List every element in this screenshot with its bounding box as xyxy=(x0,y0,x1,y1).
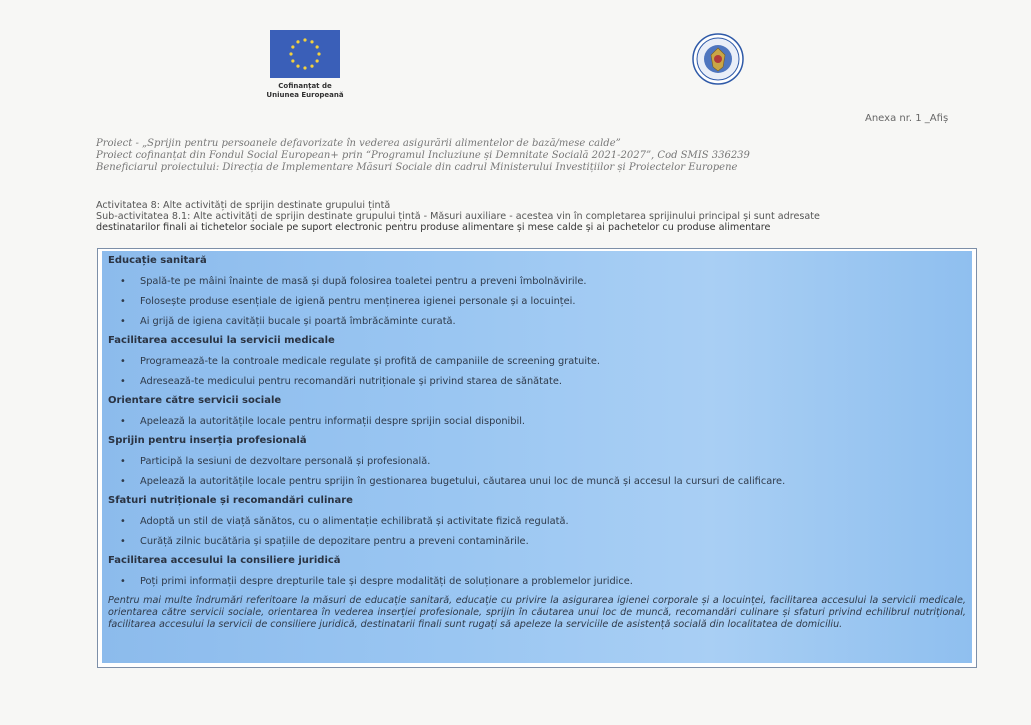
list-item-text: Adoptă un stil de viață sănătos, cu o alimentație echilibrată și activitate fizică regulată. xyxy=(140,516,569,527)
bullet-icon: • xyxy=(120,376,126,387)
list-item xyxy=(108,413,966,433)
list-item-text: Curăță zilnic bucătăria și spațiile de depozitare pentru a preveni contaminările. xyxy=(140,536,529,547)
list-item xyxy=(108,273,966,293)
section-title: Facilitarea accesului la servicii medicale xyxy=(108,335,335,346)
closing-paragraph: Pentru mai multe îndrumări referitoare la măsuri de educație sanitară, educație cu privire la asigurarea igienei corporale și a locuinței, facilitarea accesului la servicii medicale, orientarea către servicii sociale, orientarea în vederea inserției profesionale, sprijin în căutarea unui loc de muncă, recomandări culinare și sfaturi privind echilibrul nutrițional, facilitarea accesului la servicii de consiliere juridică, destinatarii finali sunt rugați să apeleze la serviciile de asistență socială din localitatea de domiciliu. xyxy=(108,595,966,630)
eu-star-icon xyxy=(317,52,320,55)
bullet-icon: • xyxy=(120,356,126,367)
bullet-icon: • xyxy=(120,296,126,307)
bullet-icon: • xyxy=(120,516,126,527)
list-item-text: Folosește produse esențiale de igienă pentru menținerea igienei personale și a locuinței. xyxy=(140,296,576,307)
sub-activity-title: Sub-activitatea 8.1: Alte activități de sprijin destinate grupului țintă - Măsuri auxiliare - acestea vin în completarea sprijinului principal și sunt adresate xyxy=(96,211,820,222)
measures-box xyxy=(97,248,977,668)
bullet-icon: • xyxy=(120,536,126,547)
section-title: Educație sanitară xyxy=(108,255,207,266)
list-item-text: Apelează la autoritățile locale pentru sprijin în gestionarea bugetului, căutarea unui loc de muncă și accesul la cursuri de calificare. xyxy=(140,476,786,487)
list-item xyxy=(108,473,966,493)
activity-title: Activitatea 8: Alte activități de sprijin destinate grupului țintă xyxy=(96,200,391,211)
list-item-text: Spală-te pe mâini înainte de masă și după folosirea toaletei pentru a preveni îmbolnăvirile. xyxy=(140,276,587,287)
list-item xyxy=(108,573,966,593)
bullet-icon: • xyxy=(120,476,126,487)
eu-star-icon xyxy=(310,65,313,68)
section-title: Facilitarea accesului la consiliere juridică xyxy=(108,555,341,566)
list-item xyxy=(108,313,966,333)
project-beneficiary: Beneficiarul proiectului: Direcția de Implementare Măsuri Sociale din cadrul Ministerului Investițiilor și Proiectelor Europene xyxy=(96,162,738,173)
project-title: Proiect - „Sprijin pentru persoanele defavorizate în vederea asigurării alimentelor de bază/mese calde” xyxy=(96,138,621,149)
measures-box-content xyxy=(102,251,972,663)
eu-star-icon xyxy=(303,38,306,41)
bullet-icon: • xyxy=(120,416,126,427)
list-item-text: Ai grijă de igiena cavității bucale și poartă îmbrăcăminte curată. xyxy=(140,316,456,327)
list-item xyxy=(108,373,966,393)
section-title: Sprijin pentru inserția profesională xyxy=(108,435,307,446)
eu-star-icon xyxy=(296,40,299,43)
eu-star-icon xyxy=(310,40,313,43)
list-item xyxy=(108,453,966,473)
bullet-icon: • xyxy=(120,456,126,467)
eu-caption-line: Cofinanțat de xyxy=(278,82,332,90)
eu-star-icon xyxy=(289,52,292,55)
annex-label: Anexa nr. 1 _Afiș xyxy=(865,113,949,124)
list-item-text: Poți primi informații despre drepturile tale și despre modalități de soluționare a problemelor juridice. xyxy=(140,576,633,587)
section-title: Orientare către servicii sociale xyxy=(108,395,282,406)
activity-info xyxy=(96,200,966,233)
project-cofinancing: Proiect cofinanțat din Fondul Social European+ prin “Programul Incluziune și Demnitate Socială 2021-2027”, Cod SMIS 336239 xyxy=(96,150,750,161)
list-item-text: Programează-te la controale medicale regulate și profită de campaniile de screening gratuite. xyxy=(140,356,601,367)
bullet-icon: • xyxy=(120,276,126,287)
bullet-icon: • xyxy=(120,316,126,327)
list-item xyxy=(108,293,966,313)
list-item-text: Adresează-te medicului pentru recomandări nutriționale și privind starea de sănătate. xyxy=(140,376,562,387)
list-item-text: Participă la sesiuni de dezvoltare personală și profesională. xyxy=(140,456,431,467)
eu-star-icon xyxy=(316,59,319,62)
bullet-icon: • xyxy=(120,576,126,587)
project-info xyxy=(96,138,916,174)
eu-cofinancing-caption xyxy=(255,82,355,100)
list-item xyxy=(108,533,966,553)
eu-star-icon xyxy=(291,45,294,48)
eu-star-icon xyxy=(316,45,319,48)
eu-flag-icon xyxy=(270,30,340,78)
eu-caption-line: Uniunea Europeană xyxy=(266,91,344,99)
eu-star-icon xyxy=(291,59,294,62)
section-title: Sfaturi nutriționale și recomandări culinare xyxy=(108,495,353,506)
eu-star-icon xyxy=(303,66,306,69)
romanian-government-seal-icon xyxy=(692,33,744,85)
list-item xyxy=(108,353,966,373)
list-item xyxy=(108,513,966,533)
sub-activity-target: destinatarilor finali ai tichetelor sociale pe suport electronic pentru produse alimentare și mese calde și ai pachetelor cu produse alimentare xyxy=(96,222,771,233)
eu-star-icon xyxy=(296,65,299,68)
list-item-text: Apelează la autoritățile locale pentru informații despre sprijin social disponibil. xyxy=(140,416,526,427)
